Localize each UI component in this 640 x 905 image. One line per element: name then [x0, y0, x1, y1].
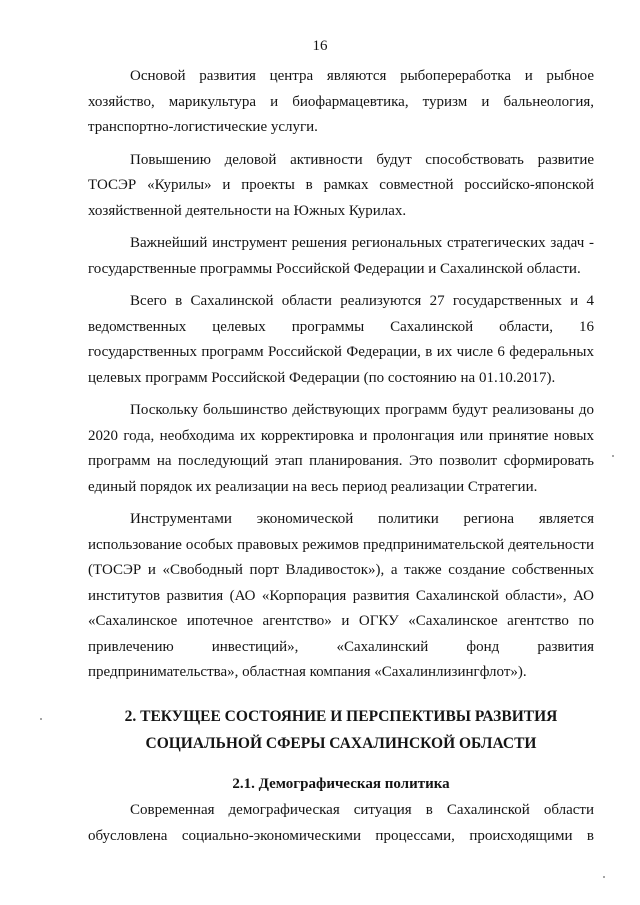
scan-speck [603, 876, 605, 878]
paragraph-business-activity: Повышению деловой активности будут способствовать развитие ТОСЭР «Курилы» и проекты в рамках совместной российско-японской хозяйственной деятельности на Южных Курилах. [88, 151, 594, 219]
paragraph-programs-count: Всего в Сахалинской области реализуются 27 государственных и 4 ведомственных целевых программы Сахалинской области, 16 государственных программ Российской Федерации, в их числе 6 федеральных целевых программ Российской Федерации (по состоянию на 01.10.2017). [88, 293, 594, 386]
section-heading-line-1: 2. ТЕКУЩЕЕ СОСТОЯНИЕ И ПЕРСПЕКТИВЫ РАЗВИТИЯ [124, 708, 558, 725]
scan-speck [40, 718, 42, 720]
paragraph-demographic-situation: Современная демографическая ситуация в Сахалинской области обусловлена социально-экономическими процессами, происходящими в [88, 802, 594, 844]
paragraph-key-instrument: Важнейший инструмент решения региональных стратегических задач - государственные программы Российской Федерации и Сахалинской области. [88, 235, 594, 277]
section-heading [88, 703, 594, 757]
page-number: 16 [312, 38, 328, 54]
body-text-top [88, 64, 594, 686]
paragraph-policy-instruments: Инструментами экономической политики региона является использование особых правовых режимов предпринимательской деятельности (ТОСЭР и «Свободный порт Владивосток»), а также создание собственных институтов развития (АО «Корпорация развития Сахалинской области», АО «Сахалинское ипотечное агентство» и ОГКУ «Сахалинское агентство по привлечению инвестиций», «Сахалинский фонд развития предпринимательства», областная компания «Сахалинлизингфлот»). [88, 511, 594, 680]
paragraph-programs-adjustment: Поскольку большинство действующих программ будут реализованы до 2020 года, необходима их корректировка и пролонгация или принятие новых программ на последующий этап планирования. Это позволит сформировать единый порядок их реализации на весь период реализации Стратегии. [88, 402, 594, 495]
paragraph-development-center: Основой развития центра являются рыбопереработка и рыбное хозяйство, марикультура и биофармацевтика, туризм и бальнеология, транспортно-логистические услуги. [88, 68, 594, 135]
scan-speck [612, 455, 614, 457]
section-heading-line-2: СОЦИАЛЬНОЙ СФЕРЫ САХАЛИНСКОЙ ОБЛАСТИ [145, 735, 537, 752]
body-text-bottom [88, 798, 594, 849]
subsection-heading: 2.1. Демографическая политика [232, 776, 450, 792]
